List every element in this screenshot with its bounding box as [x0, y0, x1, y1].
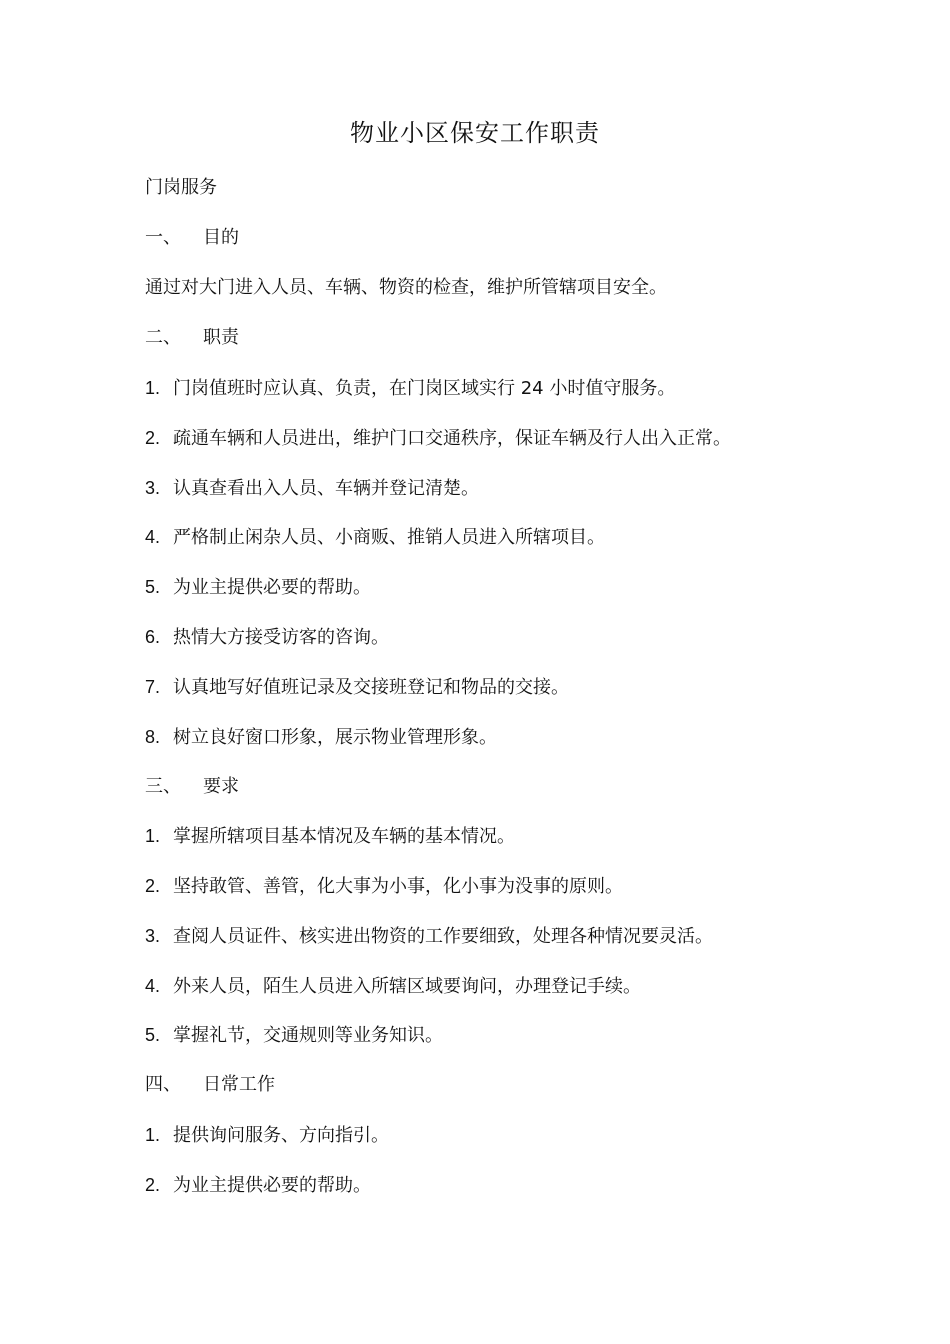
item-text: 严格制止闲杂人员、小商贩、推销人员进入所辖项目。: [173, 527, 605, 548]
item-text: 为业主提供必要的帮助。: [173, 577, 371, 598]
list-item: [145, 973, 641, 1000]
list-item: [145, 724, 497, 751]
item-number: 2.: [145, 1175, 161, 1195]
item-number: 2.: [145, 876, 161, 896]
item-text: 坚持敢管、善管，化大事为小事，化小事为没事的原则。: [173, 876, 623, 897]
list-item: [145, 524, 605, 551]
list-item: [145, 1122, 389, 1149]
list-item: [145, 1022, 443, 1049]
list-item: [145, 624, 389, 651]
item-text: 提供询问服务、方向指引。: [173, 1125, 389, 1146]
item-number: 1.: [145, 378, 161, 398]
heading-daily-work: [145, 1072, 275, 1098]
list-item: [145, 574, 371, 601]
item-number: 6.: [145, 627, 161, 647]
item-number: 5.: [145, 577, 161, 597]
item-text: 掌握礼节，交通规则等业务知识。: [173, 1025, 443, 1046]
heading-number: 一、: [145, 227, 181, 248]
item-number: 4.: [145, 527, 161, 547]
list-item: [145, 873, 623, 900]
heading-text: 职责: [203, 327, 239, 348]
list-item: [145, 475, 479, 502]
list-item: [145, 923, 713, 950]
item-number: 4.: [145, 976, 161, 996]
item-number: 5.: [145, 1025, 161, 1045]
heading-number: 三、: [145, 776, 181, 797]
item-text: 树立良好窗口形象，展示物业管理形象。: [173, 727, 497, 748]
purpose-paragraph: 通过对大门进入人员、车辆、物资的检查，维护所管辖项目安全。: [145, 277, 667, 298]
item-number: 3.: [145, 478, 161, 498]
list-item: [145, 425, 731, 452]
heading-text: 要求: [203, 776, 239, 797]
heading-requirements: [145, 774, 239, 800]
item-number: 1.: [145, 826, 161, 846]
item-text: 掌握所辖项目基本情况及车辆的基本情况。: [173, 826, 515, 847]
list-item: [145, 674, 569, 701]
heading-number: 四、: [145, 1074, 181, 1095]
section-heading: 门岗服务: [145, 177, 217, 198]
list-item: [145, 375, 675, 402]
item-text: 认真查看出入人员、车辆并登记清楚。: [173, 478, 479, 499]
item-text: 查阅人员证件、核实进出物资的工作要细致，处理各种情况要灵活。: [173, 926, 713, 947]
list-item: [145, 823, 515, 850]
item-number: 8.: [145, 727, 161, 747]
heading-number: 二、: [145, 327, 181, 348]
list-item: [145, 1172, 371, 1199]
item-number: 7.: [145, 677, 161, 697]
heading-duties: [145, 325, 239, 351]
item-text: 门岗值班时应认真、负责，在门岗区域实行 24 小时值守服务。: [173, 378, 676, 399]
item-text: 热情大方接受访客的咨询。: [173, 627, 389, 648]
item-text: 认真地写好值班记录及交接班登记和物品的交接。: [173, 677, 569, 698]
item-number: 2.: [145, 428, 161, 448]
item-text: 为业主提供必要的帮助。: [173, 1175, 371, 1196]
item-number: 3.: [145, 926, 161, 946]
item-number: 1.: [145, 1125, 161, 1145]
heading-text: 日常工作: [203, 1074, 275, 1095]
heading-purpose: [145, 225, 239, 251]
item-text: 疏通车辆和人员进出，维护门口交通秩序，保证车辆及行人出入正常。: [173, 428, 731, 449]
item-text: 外来人员，陌生人员进入所辖区域要询问，办理登记手续。: [173, 976, 641, 997]
page-title: 物业小区保安工作职责: [350, 119, 600, 147]
heading-text: 目的: [203, 227, 239, 248]
